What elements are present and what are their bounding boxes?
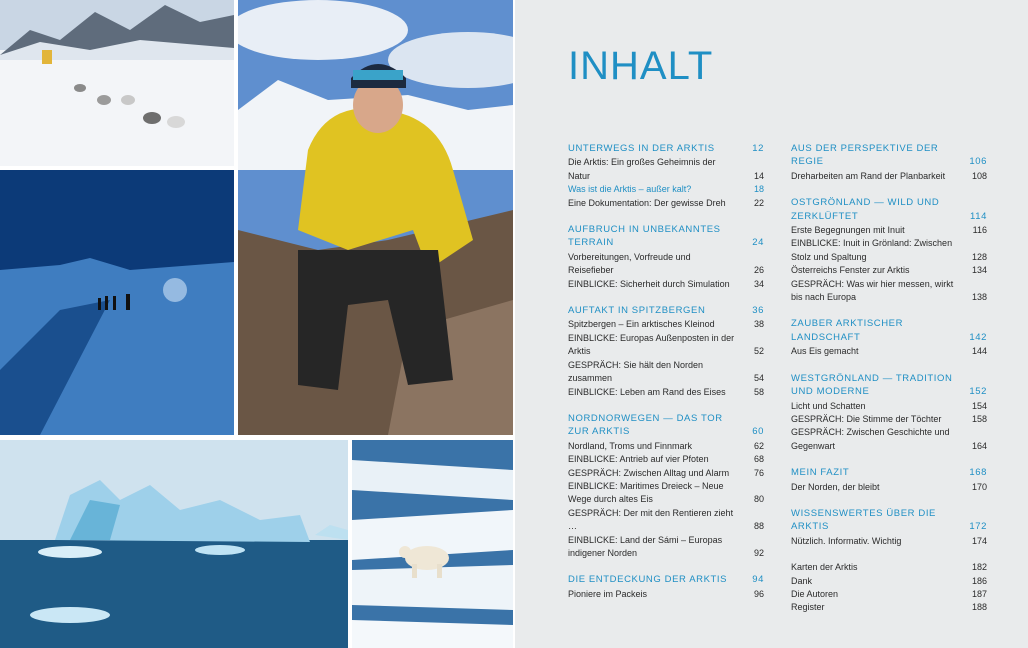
toc-entry[interactable]	[568, 251, 764, 278]
toc-entry[interactable]	[568, 386, 764, 399]
iceberg-photo	[0, 440, 348, 648]
toc-page-number: 164	[971, 440, 987, 451]
toc-page-number: 134	[971, 265, 987, 276]
toc-section	[791, 466, 987, 494]
polar-bear-photo	[352, 440, 513, 648]
toc-page-number: 52	[753, 346, 764, 357]
toc-page-number: 144	[971, 346, 987, 357]
toc-page-number: 188	[971, 602, 987, 613]
toc-section	[791, 561, 987, 615]
toc-page-number: 186	[971, 575, 987, 586]
toc-section-heading[interactable]	[568, 304, 764, 317]
toc-entry-title: WESTGRÖNLAND — TRADITION UND MODERNE	[791, 372, 953, 398]
toc-section-heading[interactable]	[791, 507, 987, 534]
toc-section-heading[interactable]	[568, 142, 764, 155]
toc-entry-title: Dank	[791, 575, 813, 586]
toc-entry[interactable]	[568, 197, 764, 210]
toc-page-number: 38	[753, 319, 764, 330]
toc-section	[568, 412, 764, 560]
toc-section-heading[interactable]	[791, 466, 987, 479]
toc-section	[568, 223, 764, 291]
toc-entry-title: AUFTAKT IN SPITZBERGEN	[568, 305, 706, 317]
toc-section-heading[interactable]	[791, 196, 987, 223]
toc-entry-title: GESPRÄCH: Zwischen Alltag und Alarm	[568, 467, 730, 478]
toc-entry-title: Der Norden, der bleibt	[791, 481, 880, 492]
toc-entry[interactable]	[568, 332, 764, 359]
toc-entry-title: Nützlich. Informativ. Wichtig	[791, 535, 902, 546]
toc-column-left	[568, 142, 764, 614]
page-title: INHALT	[568, 44, 714, 88]
toc-entry-title: DIE ENTDECKUNG DER ARKTIS	[568, 574, 728, 586]
toc-entry[interactable]	[568, 156, 764, 183]
toc-entry-title: Eine Dokumentation: Der gewisse Dreh	[568, 197, 726, 208]
toc-entry-title: Register	[791, 602, 825, 613]
toc-section-heading[interactable]	[568, 573, 764, 586]
toc-page-number: 106	[969, 156, 987, 168]
toc-page-number: 54	[753, 373, 764, 384]
toc-entry-title: Die Arktis: Ein großes Geheimnis der Natur	[568, 157, 716, 181]
toc-page-number: 108	[971, 170, 987, 181]
toc-entry-title: WISSENSWERTES ÜBER DIE ARKTIS	[791, 507, 936, 533]
toc-entry-title: UNTERWEGS IN DER ARKTIS	[568, 143, 715, 154]
toc-page-number: 96	[753, 588, 764, 599]
toc-entry[interactable]	[568, 278, 764, 291]
portrait-photo	[238, 0, 513, 435]
toc-entry-title: GESPRÄCH: Die Stimme der Töchter	[791, 413, 942, 424]
toc-entry-title: OSTGRÖNLAND — WILD UND ZERKLÜFTET	[791, 197, 940, 222]
toc-entry-title: Erste Begegnungen mit Inuit	[791, 225, 905, 236]
toc-entry-title: GESPRÄCH: Zwischen Geschichte und Gegenwart	[791, 427, 950, 451]
toc-entry-title: NORDNORWEGEN — DAS TOR ZUR ARKTIS	[568, 412, 723, 438]
toc-column-right	[791, 142, 987, 628]
toc-entry-title: EINBLICKE: Europas Außenposten in der Arktis	[568, 332, 735, 357]
toc-section-heading[interactable]	[791, 317, 987, 344]
toc-entry-title: Dreharbeiten am Rand der Planbarkeit	[791, 170, 946, 181]
toc-section	[568, 304, 764, 399]
toc-page-number: 68	[753, 454, 764, 465]
toc-entry[interactable]	[568, 534, 764, 561]
toc-page-number: 36	[752, 305, 764, 317]
toc-entry[interactable]	[791, 481, 987, 494]
toc-entry-title: EINBLICKE: Maritimes Dreieck – Neue Wege durch altes Eis	[568, 480, 724, 505]
toc-entry-title: Nordland, Troms und Finnmark	[568, 440, 693, 451]
toc-entry[interactable]	[791, 237, 987, 264]
night-hikers-photo	[0, 170, 234, 435]
toc-page-number: 94	[752, 574, 764, 586]
toc-section-heading[interactable]	[791, 142, 987, 169]
toc-entry-title: Karten der Arktis	[791, 562, 858, 573]
toc-page-number: 76	[753, 467, 764, 478]
toc-section-heading[interactable]	[568, 412, 764, 439]
toc-entry-title: Licht und Schatten	[791, 400, 866, 411]
toc-page-number: 60	[752, 426, 764, 438]
toc-entry-title: AUS DER PERSPEKTIVE DER REGIE	[791, 143, 939, 168]
toc-entry[interactable]	[568, 440, 764, 453]
dog-sled-photo	[0, 0, 234, 166]
toc-entry-title: Pioniere im Packeis	[568, 588, 648, 599]
toc-entry[interactable]	[568, 480, 764, 507]
toc-section	[791, 507, 987, 548]
toc-page-number: 22	[753, 197, 764, 208]
toc-section-heading[interactable]	[568, 223, 764, 250]
toc-section	[568, 573, 764, 601]
toc-page-number: 24	[752, 237, 764, 249]
toc-entry-title: EINBLICKE: Sicherheit durch Simulation	[568, 278, 730, 289]
toc-page-number: 116	[972, 225, 987, 236]
toc-entry-title: Spitzbergen – Ein arktisches Kleinod	[568, 319, 715, 330]
toc-page-number: 172	[969, 521, 987, 533]
toc-entry[interactable]	[791, 224, 987, 237]
toc-entry-title: EINBLICKE: Inuit in Grönland: Zwischen Stolz und Spaltung	[791, 238, 953, 262]
toc-entry-title: AUFBRUCH IN UNBEKANNTES TERRAIN	[568, 224, 721, 249]
toc-entry-title: Was ist die Arktis – außer kalt?	[568, 184, 692, 195]
toc-entry[interactable]	[568, 588, 764, 601]
toc-section	[568, 142, 764, 210]
toc-entry-title: GESPRÄCH: Was wir hier messen, wirkt bis nach Europa	[791, 278, 954, 303]
toc-page-number: 187	[971, 588, 987, 599]
toc-section	[791, 317, 987, 358]
toc-entry-title: MEIN FAZIT	[791, 467, 850, 479]
toc-entry[interactable]	[568, 359, 764, 386]
toc-entry-title: EINBLICKE: Leben am Rand des Eises	[568, 386, 726, 397]
toc-entry[interactable]	[791, 264, 987, 277]
toc-entry[interactable]	[791, 413, 987, 426]
toc-page-number: 154	[971, 400, 987, 411]
toc-entry[interactable]	[791, 170, 987, 183]
toc-entry-title: GESPRÄCH: Der mit den Rentieren zieht …	[568, 507, 734, 532]
toc-page-number: 58	[753, 386, 764, 397]
toc-page-number: 170	[971, 481, 987, 492]
toc-section	[791, 142, 987, 183]
toc-page-number: 88	[753, 521, 764, 532]
toc-entry[interactable]	[791, 426, 987, 453]
toc-entry-title: Österreichs Fenster zur Arktis	[791, 265, 910, 276]
toc-entry-title: EINBLICKE: Land der Sámi – Europas indigener Norden	[568, 534, 723, 558]
toc-entry[interactable]	[568, 453, 764, 466]
toc-section-heading[interactable]	[791, 372, 987, 399]
toc-entry-title: EINBLICKE: Antrieb auf vier Pfoten	[568, 454, 709, 465]
toc-entry[interactable]	[791, 345, 987, 358]
toc-entry[interactable]	[791, 278, 987, 305]
toc-entry[interactable]	[791, 400, 987, 413]
toc-section	[791, 372, 987, 453]
toc-page-number: 14	[753, 170, 764, 181]
toc-entry-title: ZAUBER ARKTISCHER LANDSCHAFT	[791, 318, 904, 343]
toc-page-number: 158	[971, 413, 987, 424]
toc-entry[interactable]	[568, 507, 764, 534]
toc-entry-title: GESPRÄCH: Sie hält den Norden zusammen	[568, 359, 704, 384]
toc-page-number: 34	[753, 278, 764, 289]
toc-page-number: 174	[971, 535, 987, 546]
toc-entry-title: Aus Eis gemacht	[791, 346, 859, 357]
toc-page-number: 138	[971, 292, 987, 303]
toc-entry-title: Die Autoren	[791, 588, 839, 599]
toc-page-number: 182	[971, 562, 987, 573]
toc-page-number: 62	[753, 440, 764, 451]
toc-entry[interactable]	[568, 183, 764, 196]
toc-page-number: 114	[970, 210, 987, 222]
toc-page-number: 18	[753, 184, 764, 195]
toc-page-number: 12	[752, 143, 764, 154]
toc-entry[interactable]	[791, 535, 987, 548]
toc-page-number: 142	[969, 331, 987, 343]
toc-page-number: 80	[753, 494, 764, 505]
toc-page-number: 26	[753, 265, 764, 276]
toc-section	[791, 196, 987, 304]
toc-page-number: 92	[753, 547, 764, 558]
toc-entry[interactable]	[791, 601, 987, 614]
toc-entry[interactable]	[791, 588, 987, 601]
toc-entry[interactable]	[568, 318, 764, 331]
toc-page-number: 128	[971, 251, 987, 262]
toc-entry-title: Vorbereitungen, Vorfreude und Reisefieber	[568, 251, 691, 276]
toc-entry[interactable]	[568, 467, 764, 480]
toc-page-number: 168	[969, 467, 987, 479]
toc-page-number: 152	[969, 386, 987, 398]
toc-entry[interactable]	[791, 561, 987, 574]
toc-entry[interactable]	[791, 575, 987, 588]
